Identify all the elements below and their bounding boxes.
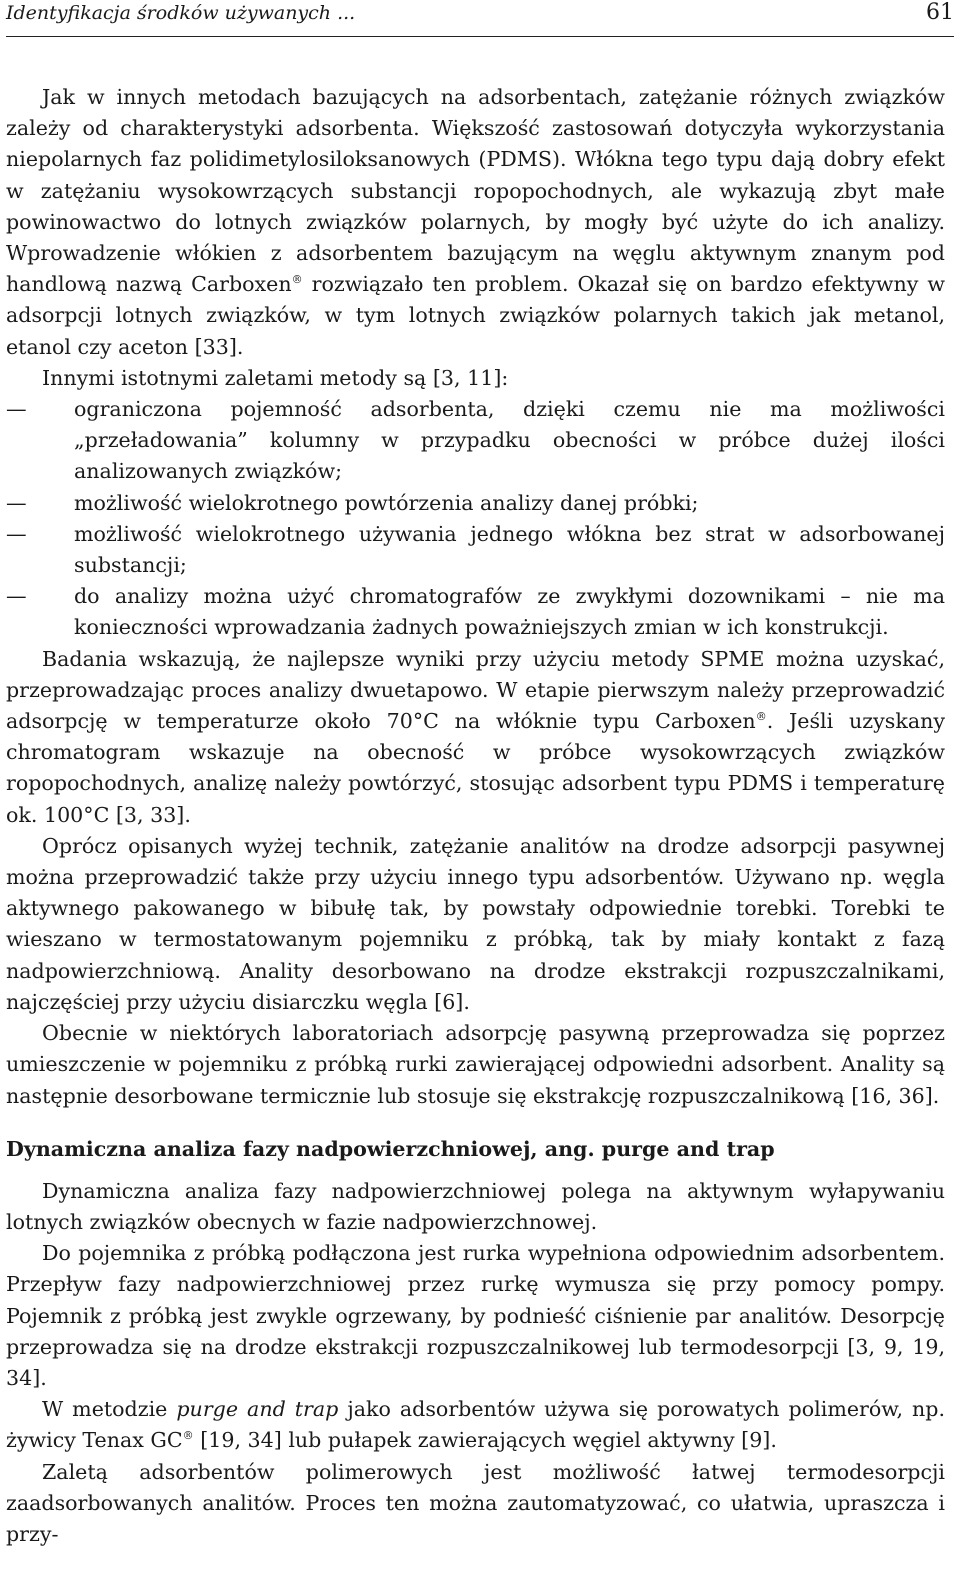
paragraph: Oprócz opisanych wyżej technik, zatężanie analitów na drodze adsorpcji pasywnej można przeprowadzić także przy użyciu innego typu adsorbentów. Używano np. węgla aktywnego pakowanego w bibułę tak, by powstały odpowiednie torebki. Torebki te wieszano w termostatowanym pojemniku z próbką, tak by miały kontakt z fazą nadpowierzchniową. Anality desorbowano na drodze ekstrakcji rozpuszczalnikami, najczęściej przy użyciu disiarczku węgla [6]. <box>6 833 945 1014</box>
paragraph: W metodzie purge and trap jako adsorbentów używa się porowatych polimerów, np. żywicy Tenax GC® [19, 34] lub pułapek zawierających węgiel aktywny [9]. <box>6 1397 945 1453</box>
paragraph: Do pojemnika z próbką podłączona jest rurka wypełniona odpowiednim adsorbentem. Przepływ fazy nadpowierzchniowej przez rurkę wymusza się przy pomocy pompy. Pojemnik z próbką jest zwykle ogrzewany, by podnieść ciśnienie par analitów. Desorpcję przeprowadza się na drodze ekstrakcji rozpuszczalnikowej lub termodesorpcji [3, 9, 19, 34]. <box>6 1241 945 1390</box>
list-item: — możliwość wielokrotnego używania jednego włókna bez strat w adsorbowanej substancji; <box>6 519 945 581</box>
section-heading: Dynamiczna analiza fazy nadpowierzchniowej, ang. purge and trap <box>6 1136 775 1161</box>
paragraph: Jak w innych metodach bazujących na adsorbentach, zatężanie różnych związków zależy od charakterystyki adsorbenta. Większość zastosowań dotyczyła wykorzystania niepolarnych faz polidimetylosiloksanowych (PDMS). Włókna tego typu dają dobry efekt w zatężaniu wysokowrzących substancji ropopochodnych, ale wykazują zbyt małe powinowactwo do lotnych związków polarnych, by mogły być użyte do ich analizy. Wprowadzenie włókien z adsorbentem bazującym na węglu aktywnym znanym pod handlową nazwą Carboxen® rozwiązało ten problem. Okazał się on bardzo efektywny w adsorpcji lotnych związków, w tym lotnych związków polarnych takich jak metanol, etanol czy aceton [33]. <box>6 85 946 359</box>
paragraph: Obecnie w niektórych laboratoriach adsorpcję pasywną przeprowadza się poprzez umieszczenie w pojemniku z próbką rurki zawierającej odpowiedni adsorbent. Anality są następnie desorbowane termicznie lub stosuje się ekstrakcję rozpuszczalnikową [16, 36]. <box>6 1021 945 1108</box>
paragraph: Dynamiczna analiza fazy nadpowierzchniowej polega na aktywnym wyłapywaniu lotnych związków obecnych w fazie nadpowierzchnowej. <box>6 1178 945 1234</box>
running-title: Identyfikacja środków używanych ... <box>6 2 356 24</box>
page-body <box>6 82 945 1550</box>
page-number: 61 <box>926 0 954 25</box>
registered-mark: ® <box>182 1429 194 1443</box>
paragraph: Innymi istotnymi zaletami metody są [3, 11]: <box>42 365 509 390</box>
running-header <box>6 0 954 37</box>
registered-mark: ® <box>755 710 767 724</box>
registered-mark: ® <box>291 273 303 287</box>
paragraph: Zaletą adsorbentów polimerowych jest możliwość łatwej termodesorpcji zaadsorbowanych analitów. Proces ten można zautomatyzować, co ułatwia, upraszcza i przy- <box>6 1459 945 1546</box>
list-item: — możliwość wielokrotnego powtórzenia analizy danej próbki; <box>6 488 945 519</box>
method-name: purge and trap <box>176 1397 339 1422</box>
list-item: — do analizy można użyć chromatografów ze zwykłymi dozownikami – nie ma konieczności wprowadzania żadnych poważniejszych zmian w ich konstrukcji. <box>6 581 945 643</box>
paragraph: Badania wskazują, że najlepsze wyniki przy użyciu metody SPME można uzyskać, przeprowadzając proces analizy dwuetapowo. W etapie pierwszym należy przeprowadzić adsorpcję w temperaturze około 70°C na włóknie typu Carboxen®. Jeśli uzyskany chromatogram wskazuje na obecność w próbce wysokowrzących związków ropopochodnych, analizę należy powtórzyć, stosując adsorbent typu PDMS i temperaturę ok. 100°C [3, 33]. <box>6 646 945 827</box>
advantages-list <box>6 394 945 644</box>
list-item: — ograniczona pojemność adsorbenta, dzięki czemu nie ma możliwości „przeładowania” kolumny w przypadku obecności w próbce dużej ilości analizowanych związków; <box>6 394 945 488</box>
